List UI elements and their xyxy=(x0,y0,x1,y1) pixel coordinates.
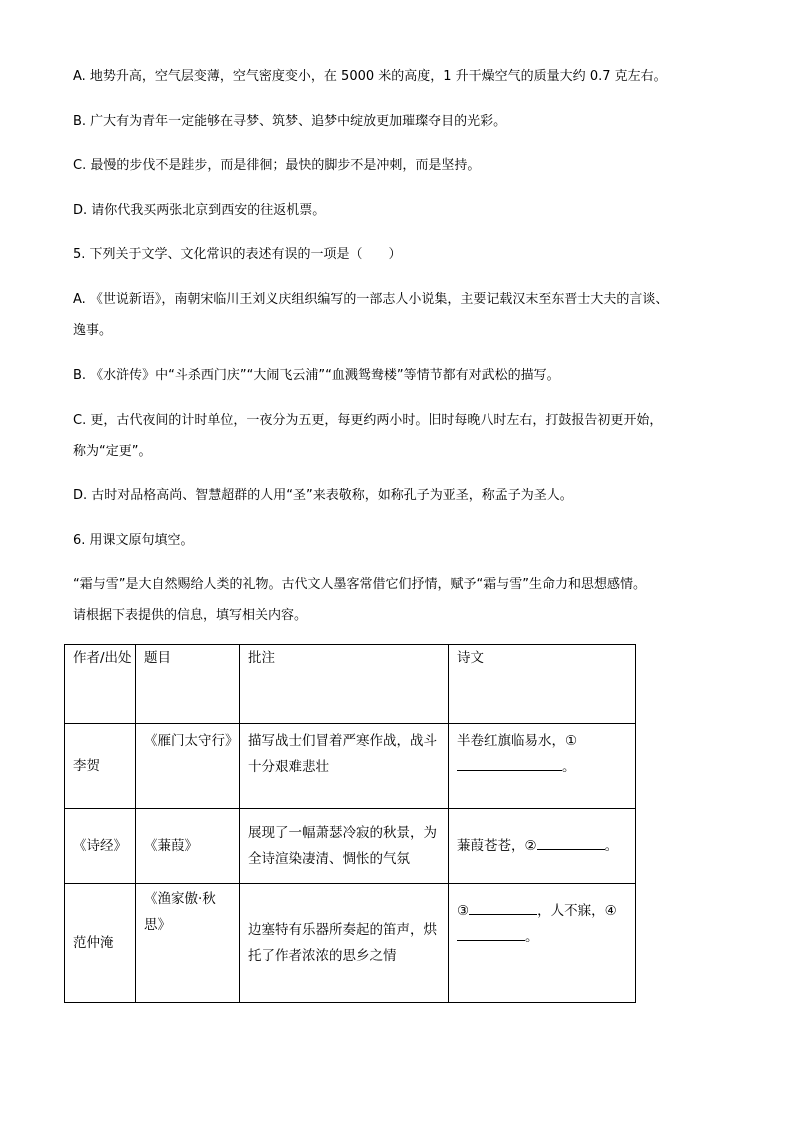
option-d-q4: D. 请你代我买两张北京到西安的往返机票。 xyxy=(73,203,326,218)
header-poem: 诗文 xyxy=(449,645,636,724)
header-note: 批注 xyxy=(240,645,449,724)
cell-note: 边塞特有乐器所奏起的笛声，烘托了作者浓浓的思乡之情 xyxy=(240,884,449,1003)
option-a-q5-line1: A. 《世说新语》，南朝宋临川王刘义庆组织编写的一部志人小说集，主要记载汉末至东晋士大夫的言谈、 xyxy=(73,292,669,307)
fill-blank-1[interactable] xyxy=(457,756,562,771)
table-row xyxy=(65,884,636,1003)
fill-blank-4[interactable] xyxy=(457,926,525,941)
poem-text-a: 蒹葭苍苍，② xyxy=(457,838,537,854)
cell-poem xyxy=(449,884,636,1003)
fill-blank-3[interactable] xyxy=(469,900,537,915)
option-a-q4: A. 地势升高，空气层变薄，空气密度变小，在 5000 米的高度，1 升干燥空气的质量大约 0.7 克左右。 xyxy=(73,69,667,84)
option-a-q5-line2: 逸事。 xyxy=(73,323,113,338)
cell-note: 描写战士们冒着严寒作战，战斗十分艰难悲壮 xyxy=(240,724,449,809)
poem-text-b: ，人不寐，④ xyxy=(537,903,617,919)
question-5: 5. 下列关于文学、文化常识的表述有误的一项是（ ） xyxy=(73,247,402,262)
cell-author: 范仲淹 xyxy=(65,884,136,1003)
option-d-q5: D. 古时对品格高尚、智慧超群的人用“圣”来表敬称，如称孔子为亚圣，称孟子为圣人。 xyxy=(73,488,573,503)
table-row xyxy=(65,809,636,884)
cell-title: 《蒹葭》 xyxy=(136,809,240,884)
intro-line2: 请根据下表提供的信息，填写相关内容。 xyxy=(73,608,308,623)
cell-title: 《雁门太守行》 xyxy=(136,724,240,809)
cell-author: 李贺 xyxy=(65,724,136,809)
option-b-q4: B. 广大有为青年一定能够在寻梦、筑梦、追梦中绽放更加璀璨夺目的光彩。 xyxy=(73,114,507,129)
option-c-q4: C. 最慢的步伐不是跬步，而是徘徊；最快的脚步不是冲刺，而是坚持。 xyxy=(73,158,481,173)
question-6: 6. 用课文原句填空。 xyxy=(73,533,194,548)
poem-text-a: ③ xyxy=(457,903,470,919)
poem-text-a: 半卷红旗临易水，① xyxy=(457,733,578,749)
cell-poem xyxy=(449,724,636,809)
header-author: 作者/出处 xyxy=(65,645,136,724)
cell-note: 展现了一幅萧瑟冷寂的秋景，为全诗渲染凄清、惆怅的气氛 xyxy=(240,809,449,884)
poem-text-b: 。 xyxy=(604,838,619,854)
poem-text-c: 。 xyxy=(525,929,539,945)
poem-text-b: 。 xyxy=(562,759,576,775)
option-b-q5: B. 《水浒传》中“斗杀西门庆”“大闹飞云浦”“血溅鸳鸯楼”等情节都有对武松的描写。 xyxy=(73,368,560,383)
table-header-row xyxy=(65,645,636,724)
poem-table xyxy=(64,644,636,1003)
table-row xyxy=(65,724,636,809)
cell-poem xyxy=(449,809,636,884)
intro-line1: “霜与雪”是大自然赐给人类的礼物。古代文人墨客常借它们抒情，赋予“霜与雪”生命力和思想感情。 xyxy=(73,577,646,592)
option-c-q5-line1: C. 更，古代夜间的计时单位，一夜分为五更，每更约两小时。旧时每晚八时左右，打鼓报告初更开始， xyxy=(73,413,663,428)
header-title: 题目 xyxy=(136,645,240,724)
cell-author: 《诗经》 xyxy=(65,809,136,884)
option-c-q5-line2: 称为“定更”。 xyxy=(73,444,152,459)
fill-blank-2[interactable] xyxy=(537,835,605,850)
cell-title: 《渔家傲·秋思》 xyxy=(136,884,240,1003)
